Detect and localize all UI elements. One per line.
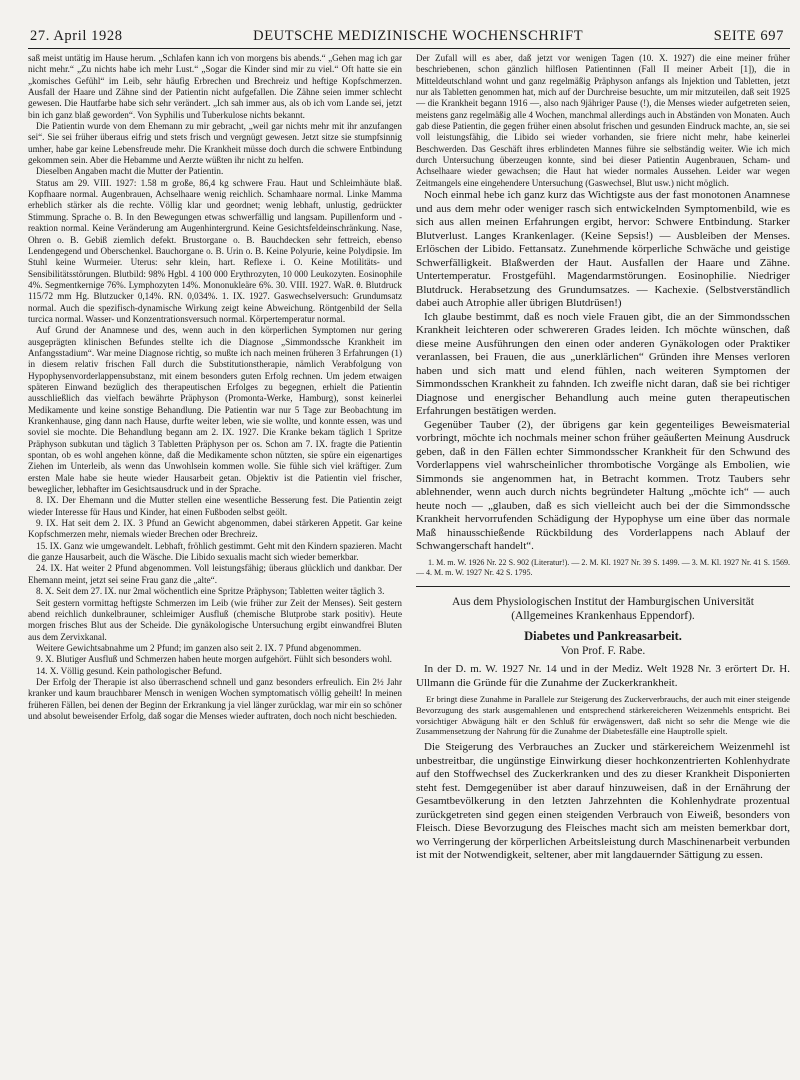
- left-column: [28, 53, 402, 1063]
- paragraph: 14. X. Völlig gesund. Kein pathologischer Befund.: [36, 665, 222, 676]
- paragraph: Seit gestern vormittag heftigste Schmerzen im Leib (wie früher zur Zeit der Menses). Seit gestern abend reichlich dunkelbrauner, schleimiger Ausfluß (chemische Blutprobe stark positiv). Heute morgen frisches Blut aus der Scheide. Die gynäkologische Untersuchung ergibt einwandfrei Bluten aus dem Zervixkanal.: [28, 597, 402, 642]
- page-number: SEITE 697: [713, 28, 784, 44]
- text-columns: [28, 53, 790, 1063]
- paragraph: 9. IX. Hat seit dem 2. IX. 3 Pfund an Gewicht abgenommen, dabei stärkeren Appetit. Gar keine Kopfschmerzen mehr, niemals wieder Brechen oder Brechreiz.: [28, 518, 402, 540]
- paragraph: 24. IX. Hat weiter 2 Pfund abgenommen. Voll leistungsfähig; überaus glücklich und dankbar. Der Ehemann meint, jetzt sei seine Frau ganz die „alte“.: [28, 563, 402, 585]
- paragraph: 8. IX. Der Ehemann und die Mutter stellen eine wesentliche Besserung fest. Die Patientin zeigt wieder Interesse für Haus und Kinder, hat einen Fußboden selbst geölt.: [28, 495, 402, 517]
- institute-line: (Allgemeines Krankenhaus Eppendorf).: [511, 609, 695, 622]
- journal-title: DEUTSCHE MEDIZINISCHE WOCHENSCHRIFT: [253, 28, 584, 44]
- article-intro: In der D. m. W. 1927 Nr. 14 und in der Mediz. Welt 1928 Nr. 3 erörtert Dr. H. Ullmann die Gründe für die Zunahme der Zuckerkrankheit.: [416, 663, 790, 689]
- institute-line: Aus dem Physiologischen Institut der Hamburgischen Universität: [452, 595, 754, 608]
- paragraph: 15. IX. Ganz wie umgewandelt. Lebhaft, fröhlich gestimmt. Geht mit den Kindern spazieren. Macht die ganze Hausarbeit, auch die Wäsche. Die Libido sexualis macht sich wieder bemerkbar.: [28, 540, 402, 563]
- paragraph: Ich glaube bestimmt, daß es noch viele Frauen gibt, die an der Simmondsschen Krankheit leichteren oder schwereren Grades leiden. Ich möchte wünschen, daß diese meine Ausführungen den einen oder anderen Gynäkologen oder Praktiker veranlassen, bei Frauen, die aus „unerklärlichen“ Gründen ihre Menses verloren haben und sich matt und elend fühlen, nach weiteren Symptomen der Simmondsschen Krankheit zu fahnden. Ich zweifle nicht daran, daß sie bei richtiger Diagnose und energischer Behandlung auch meine guten therapeutischen Erfahrungen bestätigen werden.: [416, 310, 790, 418]
- paragraph: 9. X. Blutiger Ausfluß und Schmerzen haben heute morgen aufgehört. Fühlt sich besonders wohl.: [36, 654, 392, 665]
- paragraph: Dieselben Angaben macht die Mutter der Patientin.: [36, 166, 224, 177]
- article-body: Die Steigerung des Verbrauches an Zucker und stärkereichem Weizenmehl ist unbestreitbar, die ungünstige Einwirkung dieser hochkonzentrierten Kohlenhydrate auf den Stoffwechsel des Zuckerkranken und des zu dieser Krankheit Disponierten steht fest. Demgegenüber ist aber darauf hinzuweisen, daß in der Ernährung der Gesamtbevölkerung in den letzten Jahrzehnten die Kohlenhydrate prozentual zurückgetreten sind gegen einen steigenden Verbrauch von Eiweiß, besonders von Fleisch. Diese Bevorzugung des Fleisches macht sich am meisten bemerkbar dort, wo Verringerung der körperlichen Arbeitsleistung durch Maschinenarbeit verbunden ist mit der Notwendigkeit, seltener, aber mit langdauernder Sättigung zu essen.: [416, 741, 790, 862]
- reference-list: 1. M. m. W. 1926 Nr. 22 S. 902 (Literatur!). — 2. M. Kl. 1927 Nr. 39 S. 1499. — 3. M. Kl. 1927 Nr. 41 S. 1569. — 4. M. m. W. 1927 Nr. 42 S. 1795.: [416, 557, 790, 577]
- footnotes: [416, 558, 790, 578]
- article-abstract: Er bringt diese Zunahme in Parallele zur Steigerung des Zuckerverbrauchs, der auch mit einer steigende Bevorzugung des stark ausgemahlenen und entsprechend stärkereicheren Weizenmehls entspricht. Bei vorsichtiger Abwägung hält er den Schluß für erwägenswert, daß nicht so sehr die Menge wie die Zusammensetzung der Nahrung für die Zunahme der Diabetesfälle eine Hauptrolle spielt.: [416, 694, 790, 737]
- paragraph: Die Patientin wurde von dem Ehemann zu mir gebracht, „weil gar nichts mehr mit ihr anzufangen sei“. Sie sei früher überaus eifrig und stets frisch und vergnügt gewesen. Jetzt sitze sie stumpfsinnig umher, habe gar keine Lebensfreude mehr. Die Krankheit müsse doch durch die schwere Entbindung gekommen sein. Aber die Hebamme und Aerzte wüßten ihr nicht zu helfen.: [28, 121, 402, 166]
- paragraph: Der Erfolg der Therapie ist also überraschend schnell und ganz besonders erfreulich. Ein 2½ Jahr kranker und kaum brauchbarer Mensch in wenigen Wochen symptomatisch völlig geheilt! In meinen früheren Fällen, bei denen der Beginn der Erkrankung ja viel länger zurücklag, war mir ein so schöner und absolut beweisender Erfolg, daß sogar die Menses wieder auftraten, doch noch nicht beschieden.: [28, 676, 402, 721]
- paragraph: 8. X. Seit dem 27. IX. nur 2mal wöchentlich eine Spritze Präphyson; Tabletten weiter täglich 3.: [36, 586, 385, 597]
- paragraph: Gegenüber Tauber (2), der übrigens gar kein gegenteiliges Beweismaterial vorbringt, möchte ich nochmals meiner schon früher geäußerten Meinung Ausdruck geben, daß in den Fällen echter Simmondsscher Krankheit für den Schwund des Vorderlappens viel wahrscheinlicher thrombotische Vorgänge als Embolien, wie Simmonds sie angenommen hat, in Betracht kommen. Trotz Taubers sehr ablehnender, wenn auch durch nichts begründeter Haltung „möchte ich“ — auch heute noch — „glauben, daß es sich vielleicht auch bei der die Simmondssche Krankheit hervorrufenden Schädigung der Hypophyse um eine über das normale Maß hinausschießende Rückbildung des Vorderlappens nach Ablauf der Schwangerschaft handelt“.: [416, 418, 790, 553]
- paragraph: Status am 29. VIII. 1927: 1.58 m große, 86,4 kg schwere Frau. Haut und Schleimhäute blaß. Kopfhaare normal. Augenbrauen, Achselhaare wenig reichlich. Schamhaare normal. Linke Mamma erheblich stärker als die rechte. Völlig klar und geordnet; wenig lebhaft, unlustig, gedrückter Stimmung. Sprache o. B. In den Bewegungen etwas schwerfällig und langsam. Pupillenform und -reaktion normal. Keine Veränderung am Augenhintergrund. Keine Gesichtsfeldeinschränkung. Nase, Ohren o. B. Gebiß ziemlich defekt. Brustorgane o. B. Bauchdecken sehr fettreich, ebenso Lendengegend und Oberschenkel. Bauchorgane o. B. Urin o. B. Keine Polyurie, keine Polydipsie. Im Stuhl keine Wurmeier. Uterus: sehr klein, hart. Reflexe i. O. Keine Motilitäts- und Sensibilitätsstörungen. Blutbild: 98% Hgbl. 4 100 000 Erythrozyten, 10 000 Leukozyten. Eosinophile 4%. Segmentkernige 76%. Lymphozyten 14%. Mononukleäre 6%. 30. VIII. 1927. WaR. θ. Blutdruck 115/72 mm Hg. Blutzucker 0,14%. RN. 0,034%. 1. IX. 1927. Gaswechselversuch: Grundumsatz normal. Auch die spezifisch-dynamische Wirkung zeigt keine Abweichung. Röntgenbild der Sella turcica normal. Wasser- und Konzentrationsversuch normal. Körpertemperatur normal.: [28, 177, 402, 324]
- paragraph: Weitere Gewichtsabnahme um 2 Pfund; im ganzen also seit 2. IX. 7 Pfund abgenommen.: [36, 642, 362, 653]
- institute-heading: [416, 595, 790, 623]
- section-divider: [416, 586, 790, 587]
- page-header: [28, 6, 790, 49]
- right-column: [416, 53, 790, 1063]
- issue-date: 27. April 1928: [30, 28, 123, 44]
- article-abstract-block: [416, 694, 790, 737]
- paragraph: Auf Grund der Anamnese und des, wenn auch in den körperlichen Symptomen nur gering ausgeprägten klinischen Befundes stellte ich die Diagnose „Simmondssche Krankheit im Anfangsstadium“. War meine Diagnose richtig, so mußte ich nach meinen früheren 3 Erfahrungen (1) in diesem relativ frischen Fall durch die Substitutionstherapie, nämlich Verabfolgung von Hypophysenvorderlappensubstanz, mit einem besonders guten Erfolg rechnen. Um jedem etwaigen späteren Einwand bezüglich des therapeutischen Erfolges zu begegnen, erhielt die Patientin ausschließlich das vielfach bewährte Präphyson (Promonta-Werke, Hamburg), sonst keinerlei Medikamente und keine sonstige Behandlung. Die Patientin war nur 5 Tage zur Beobachtung im Krankenhause, ging dann nach Hause, durfte weiter leben, wie sie wollte, und konnte essen, was und soviel sie mochte. Die Behandlung begann am 2. IX. 1927. Die Kranke bekam täglich 1 Spritze Präphyson subkutan und täglich 3 Tabletten Präphyson per os. Schon am 7. IX. fragte die Patientin spontan, ob es wohl angehen könne, daß die Medikamente schon nützten, sie spüre ein eigenartiges Ziehen im Unterleib, als wenn das Unwohlsein kommen wolle. Sie fühle sich viel kräftiger. Zum ersten Male habe sie heute wieder Hausarbeit getan. Objektiv ist die Patientin viel frischer, beweglicher, lebhafter im Gesichtsausdruck und in der Sprache.: [28, 325, 402, 495]
- paragraph: Der Zufall will es aber, daß jetzt vor wenigen Tagen (10. X. 1927) die eine meiner früher beschriebenen, schon gänzlich hilflosen Patientinnen (Fall II meiner Arbeit [1]), die in Mitteldeutschland wohnt und ganz regelmäßig Präphyson anfangs als Injektion und Tabletten, jetzt nur als Tabletten genommen hat, mich auf der Durchreise besuchte, um mir mitzuteilen, daß seit 1925 — die Krankheit begann 1916 —, also nach 9jähriger Pause (!), die Menses wieder aufgetreten seien, meistens ganz regelmäßig alle 4 Wochen, manchmal allerdings auch in Abständen von Monaten. Auch gab diese Patientin, die gegen früher einen absolut frischen und gesunden Eindruck machte, an, sie sei voll leistungsfähig, die Libido sei wieder vorhanden, sie friere nicht mehr, habe keinerlei Beschwerden. Das Geschäft ihres erblindeten Mannes führe sie selbständig weiter. Wie ich mich durch Untersuchung überzeugen konnte, sind bei dieser Patientin Augenbrauen, Scham- und Achselhaare wieder gewachsen; die Haut hat wieder normales Aussehen. Leider war wegen Zeitmangels eine eingehendere Untersuchung (Gaswechsel, Blut usw.) nicht möglich.: [416, 53, 790, 188]
- paragraph: saß meist untätig im Hause herum. „Schlafen kann ich von morgens bis abends.“ „Gehen mag ich gar nicht mehr.“ „Zu nichts habe ich mehr Lust.“ „Sogar die Kinder sind mir zu viel.“ Oft hatte sie ein „komisches Gefühl“ im Leib, sehr häufig Erbrechen und Brechreiz und heftige Kopfschmerzen. Ausfall der Haare und Zähne sind der Patientin nicht aufgefallen. Die Zähne seien immer schlecht gewesen. Die Hautfarbe habe sich sehr verändert. „Ich sah immer aus, als ob ich vom Lande sei, jetzt bin ich ganz blaß geworden“. Von Syphilis und Tuberkulose nichts bekannt.: [28, 53, 402, 120]
- paragraph: Noch einmal hebe ich ganz kurz das Wichtigste aus der fast monotonen Anamnese und aus dem mehr oder weniger rasch sich entwickelnden Symptomenbild, wie es sich aus allen meinen Erfahrungen ergibt, hervor: Schwere Entbindung. Starker Blutverlust. Langes Krankenlager. (Keine Sepsis!) — Ausbleiben der Menses. Erlöschen der Libido. Fettansatz. Zunehmende körperliche Schwäche und geistige Schwerfälligkeit. Blaßwerden der Haut. Ausfallen der Haare und Zähne. Untertemperatur. Frostgefühl. Magendarmstörungen. Eosinophilie. Niedriger Blutdruck. Herabsetzung des Grundumsatzes. — Kachexie. (Selbstverständlich dabei auch Atrophie aller übrigen Blutdrüsen!): [416, 189, 790, 310]
- article-author: Von Prof. F. Rabe.: [560, 644, 646, 657]
- article-title: Diabetes und Pankreasarbeit.: [524, 628, 682, 643]
